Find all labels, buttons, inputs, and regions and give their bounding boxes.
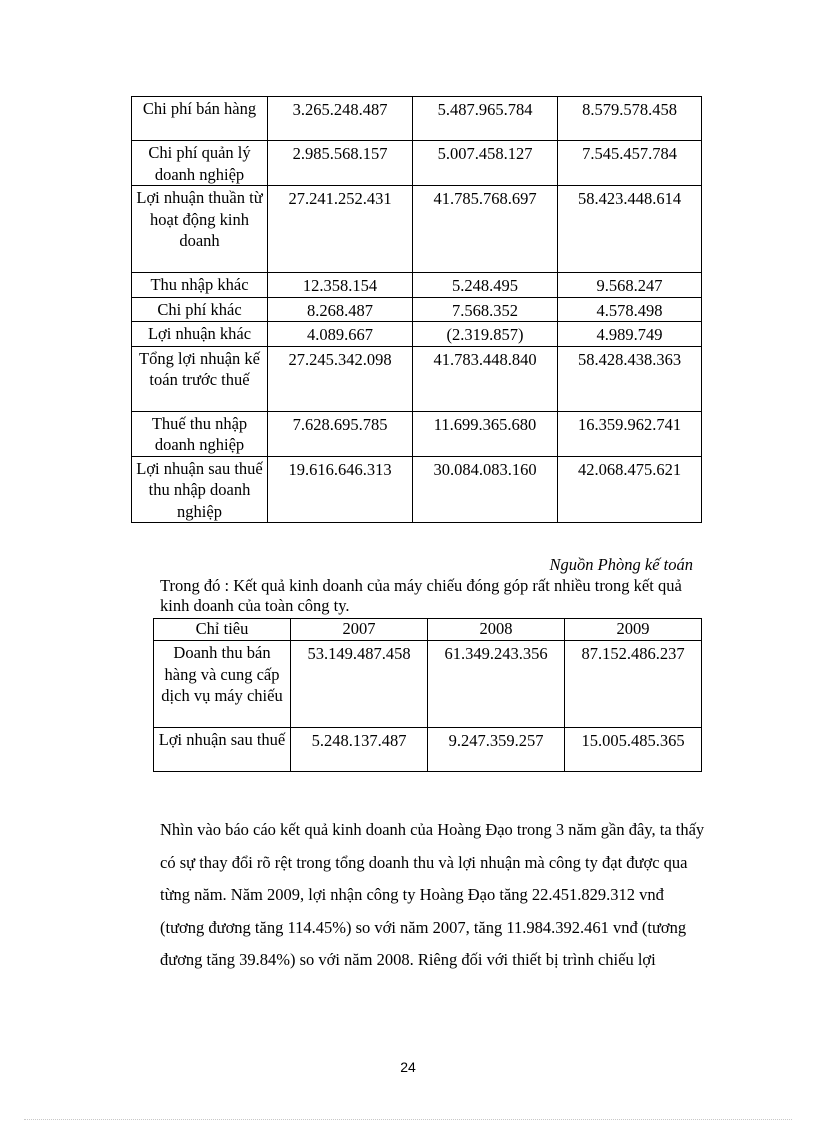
table-row [132,141,702,186]
value-2009: 87.152.486.237 [565,641,702,728]
value-2008: 5.007.458.127 [413,141,558,186]
column-header: 2007 [291,619,428,641]
table-row [132,346,702,411]
value-2008: 7.568.352 [413,297,558,322]
table-row [154,728,702,772]
row-label: Lợi nhuận khác [132,322,268,347]
row-label: Lợi nhuận thuần từ hoạt động kinh doanh [132,186,268,273]
value-2007: 2.985.568.157 [268,141,413,186]
table-row [132,97,702,141]
value-2008: 9.247.359.257 [428,728,565,772]
value-2009: 7.545.457.784 [558,141,702,186]
row-label: Lợi nhuận sau thuế [154,728,291,772]
value-2008: 11.699.365.680 [413,411,558,456]
page-number: 24 [400,1059,416,1075]
value-2008: 5.248.495 [413,273,558,298]
value-2009: 9.568.247 [558,273,702,298]
row-label: Lợi nhuận sau thuế thu nhập doanh nghiệp [132,456,268,523]
row-label: Chi phí khác [132,297,268,322]
value-2007: 53.149.487.458 [291,641,428,728]
value-2007: 19.616.646.313 [268,456,413,523]
row-label: Thu nhập khác [132,273,268,298]
value-2007: 4.089.667 [268,322,413,347]
value-2008: (2.319.857) [413,322,558,347]
projector-results-table [153,618,702,772]
row-label: Chi phí quản lý doanh nghiệp [132,141,268,186]
body-paragraph: Nhìn vào báo cáo kết quả kinh doanh của Hoàng Đạo trong 3 năm gần đây, ta thấy có sự thay đổi rõ rệt trong tổng doanh thu và lợi nhuận mà công ty đạt được qua từng năm. Năm 2009, lợi nhận công ty Hoàng Đạo tăng 22.451.829.312 vnđ (tương đương tăng 114.45%) so với năm 2007, tăng 11.984.392.461 vnđ (tương đương tăng 39.84%) so với năm 2008. Riêng đối với thiết bị trình chiếu lợi [160,820,705,970]
value-2008: 61.349.243.356 [428,641,565,728]
value-2009: 4.578.498 [558,297,702,322]
page-bottom-divider [24,1119,792,1120]
financial-results-table [131,96,702,523]
value-2009: 8.579.578.458 [558,97,702,141]
value-2009: 15.005.485.365 [565,728,702,772]
table-row [132,322,702,347]
table-row [132,411,702,456]
value-2009: 4.989.749 [558,322,702,347]
row-label: Tổng lợi nhuận kế toán trước thuế [132,346,268,411]
row-label: Thuế thu nhập doanh nghiệp [132,411,268,456]
value-2009: 16.359.962.741 [558,411,702,456]
source-note: Nguồn Phòng kế toán [549,555,693,574]
row-label: Chi phí bán hàng [132,97,268,141]
value-2008: 5.487.965.784 [413,97,558,141]
table-row [132,297,702,322]
value-2007: 12.358.154 [268,273,413,298]
value-2007: 5.248.137.487 [291,728,428,772]
table-header-row [154,619,702,641]
value-2008: 41.785.768.697 [413,186,558,273]
value-2007: 3.265.248.487 [268,97,413,141]
column-header: 2009 [565,619,702,641]
row-label: Doanh thu bán hàng và cung cấp dịch vụ máy chiếu [154,641,291,728]
column-header: 2008 [428,619,565,641]
value-2009: 42.068.475.621 [558,456,702,523]
column-header: Chỉ tiêu [154,619,291,641]
value-2009: 58.423.448.614 [558,186,702,273]
value-2008: 41.783.448.840 [413,346,558,411]
value-2007: 8.268.487 [268,297,413,322]
value-2007: 27.241.252.431 [268,186,413,273]
intro-text: Trong đó : Kết quả kinh doanh của máy chiếu đóng góp rất nhiều trong kết quả kinh doanh của toàn công ty. [160,576,682,615]
table-row [132,456,702,523]
value-2007: 27.245.342.098 [268,346,413,411]
table-row [132,186,702,273]
table-row [154,641,702,728]
value-2008: 30.084.083.160 [413,456,558,523]
value-2009: 58.428.438.363 [558,346,702,411]
table-row [132,273,702,298]
value-2007: 7.628.695.785 [268,411,413,456]
